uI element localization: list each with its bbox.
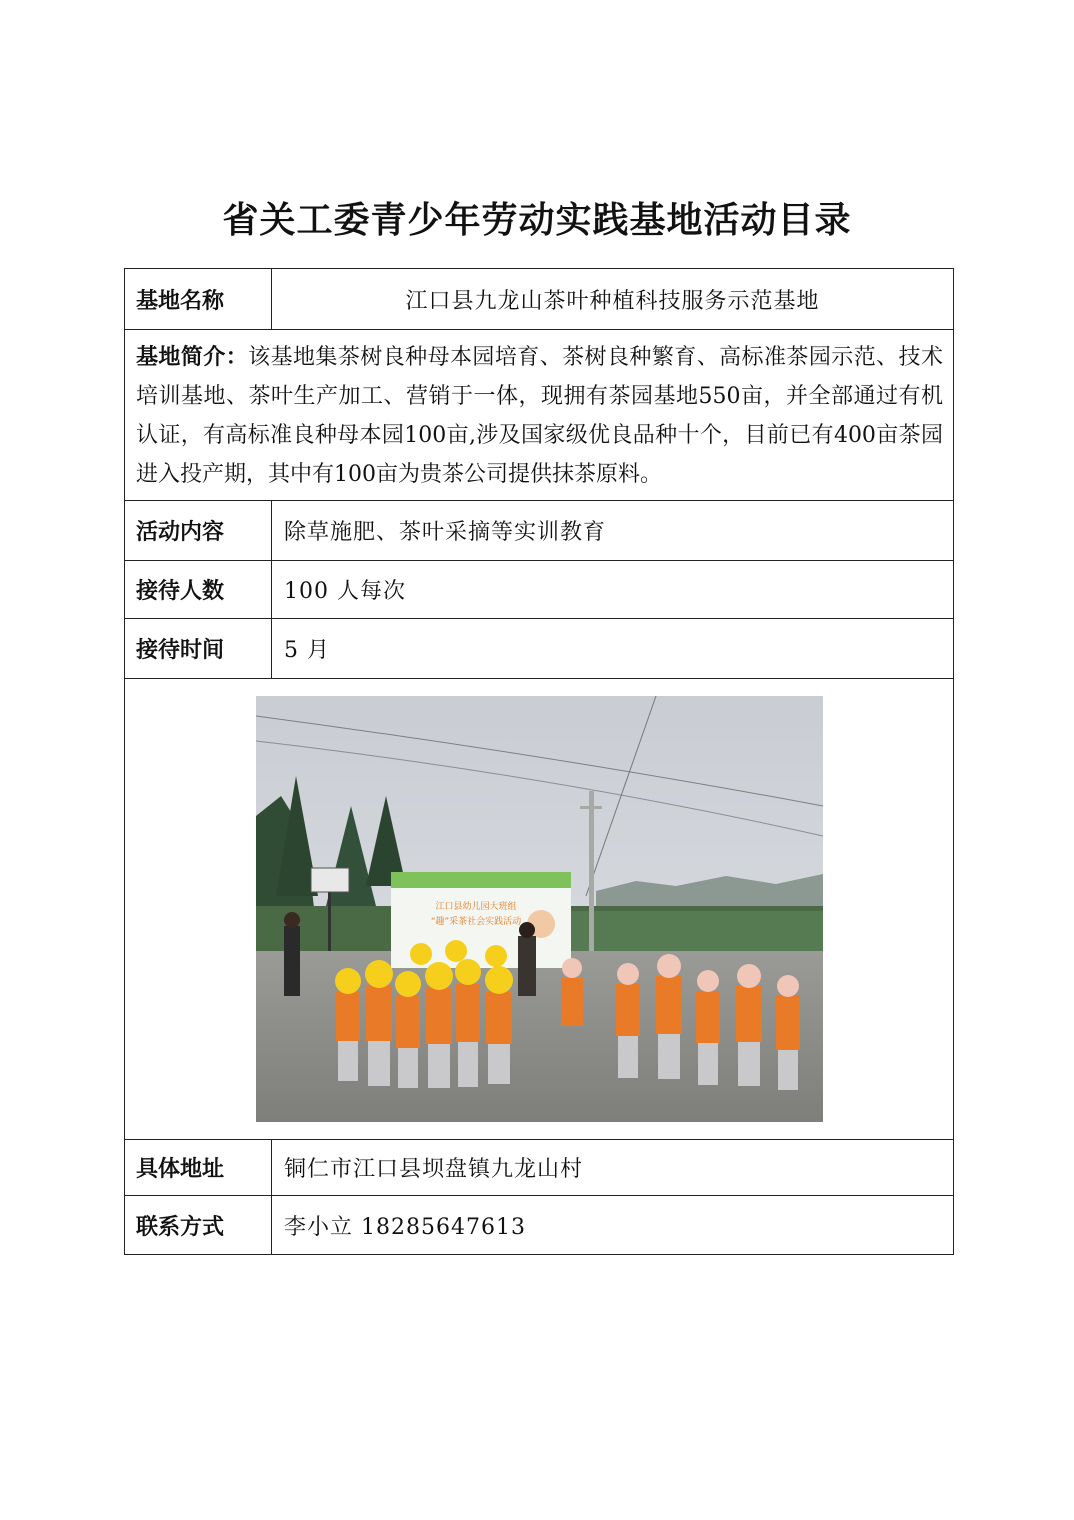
intro-label: 基地简介： xyxy=(136,345,249,370)
row-capacity xyxy=(125,561,954,619)
intro-cell xyxy=(125,330,954,501)
activity-photo xyxy=(256,696,823,1122)
row-intro xyxy=(125,330,954,501)
contact-value: 李小立 18285647613 xyxy=(272,1196,954,1255)
page-title: 省关工委青少年劳动实践基地活动目录 xyxy=(222,200,852,241)
activity-label: 活动内容 xyxy=(125,501,272,561)
capacity-label: 接待人数 xyxy=(125,561,272,619)
activity-value: 除草施肥、茶叶采摘等实训教育 xyxy=(272,501,954,561)
row-base-name xyxy=(125,269,954,330)
row-address xyxy=(125,1140,954,1196)
banner-text-line1: 江口县幼儿园大班组 xyxy=(434,902,517,912)
row-time xyxy=(125,619,954,679)
row-contact xyxy=(125,1196,954,1255)
row-activity xyxy=(125,501,954,561)
base-name-label: 基地名称 xyxy=(125,269,272,330)
row-photo xyxy=(125,679,954,1140)
photo-cell xyxy=(125,679,954,1140)
address-label: 具体地址 xyxy=(125,1140,272,1196)
contact-label: 联系方式 xyxy=(125,1196,272,1255)
intro-text: 该基地集茶树良种母本园培育、茶树良种繁育、高标准茶园示范、技术培训基地、茶叶生产加工、营销于一体，现拥有茶园基地550亩，并全部通过有机认证，有高标准良种母本园100亩,涉及国家级优良品种十个，目前已有400亩茶园进入投产期，其中有100亩为贵茶公司提供抹茶原料。 xyxy=(136,345,943,487)
capacity-value: 100 人每次 xyxy=(272,561,954,619)
time-label: 接待时间 xyxy=(125,619,272,679)
banner-text-line2: “趣”采茶社会实践活动 xyxy=(430,917,521,927)
address-value: 铜仁市江口县坝盘镇九龙山村 xyxy=(272,1140,954,1196)
time-value: 5 月 xyxy=(272,619,954,679)
base-name-value: 江口县九龙山茶叶种植科技服务示范基地 xyxy=(272,269,954,330)
info-table xyxy=(124,268,954,1255)
